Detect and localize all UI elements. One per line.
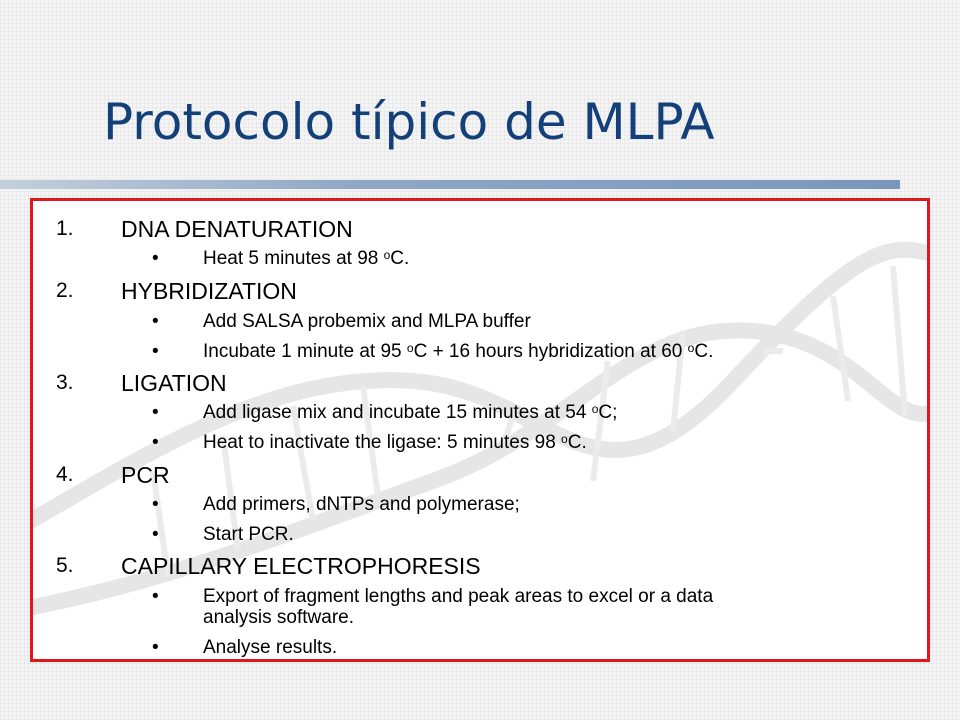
substep: Add ligase mix and incubate 15 minutes at 54 $^o$C; bbox=[203, 402, 618, 423]
step-number: 4. bbox=[56, 463, 74, 486]
step-title: DNA DENATURATION bbox=[121, 216, 353, 242]
step-title: HYBRIDIZATION bbox=[121, 278, 297, 304]
step-number: 5. bbox=[56, 554, 74, 577]
substep: Heat 5 minutes at 98 $^o$C. bbox=[203, 248, 410, 269]
substep: Heat to inactivate the ligase: 5 minutes 98 $^o$C. bbox=[203, 432, 587, 453]
step-title: CAPILLARY ELECTROPHORESIS bbox=[121, 553, 481, 579]
bullet-icon: • bbox=[152, 494, 159, 515]
substep-line: analysis software. bbox=[203, 607, 355, 628]
slide-title: Protocolo típico de MLPA bbox=[103, 93, 715, 151]
step-title: LIGATION bbox=[121, 370, 227, 396]
substep: Incubate 1 minute at 95 $^o$C + 16 hours hybridization at 60 $^o$C. bbox=[203, 341, 714, 362]
title-underline-bar bbox=[0, 180, 900, 189]
bullet-icon: • bbox=[152, 524, 159, 545]
step-number: 3. bbox=[56, 371, 74, 394]
substep: Analyse results. bbox=[203, 637, 338, 658]
bullet-icon: • bbox=[152, 637, 159, 658]
bullet-icon: • bbox=[152, 311, 159, 332]
protocol-panel bbox=[30, 198, 930, 662]
substep: Start PCR. bbox=[203, 524, 294, 545]
bullet-icon: • bbox=[152, 432, 159, 453]
substep: Add primers, dNTPs and polymerase; bbox=[203, 494, 520, 515]
step-number: 2. bbox=[56, 279, 74, 302]
bullet-icon: • bbox=[152, 341, 159, 362]
bullet-icon: • bbox=[152, 248, 159, 269]
step-title: PCR bbox=[121, 462, 170, 488]
step-number: 1. bbox=[56, 217, 74, 240]
substep-line: Export of fragment lengths and peak areas to excel or a data bbox=[203, 586, 714, 607]
bullet-icon: • bbox=[152, 586, 159, 607]
bullet-icon: • bbox=[152, 402, 159, 423]
substep: Add SALSA probemix and MLPA buffer bbox=[203, 311, 531, 332]
